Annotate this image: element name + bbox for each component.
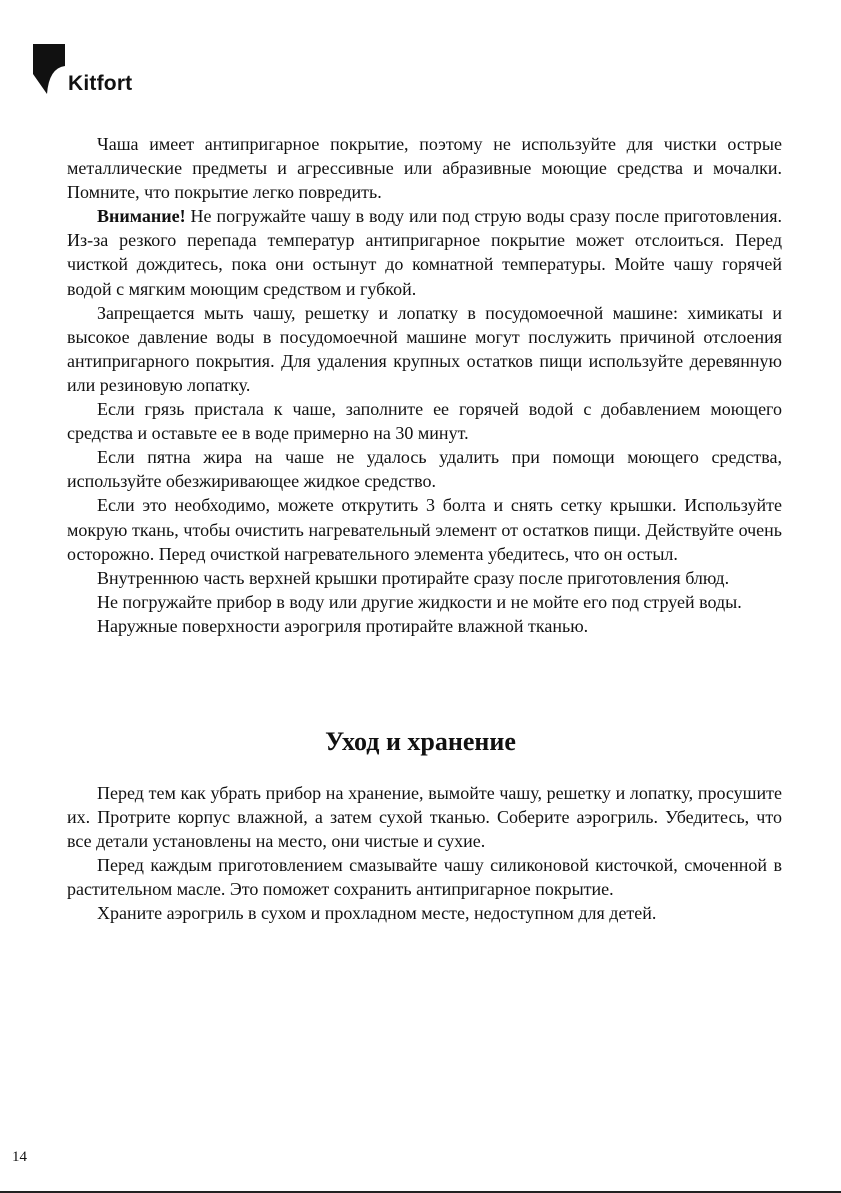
page-number: 14 [12, 1149, 27, 1165]
paragraph: Наружные поверхности аэрогриля протирайте влажной тканью. [97, 615, 589, 636]
care-storage-section [67, 781, 782, 926]
paragraph: Если это необходимо, можете открутить 3 болта и снять сетку крышки. Используйте мокрую ткань, чтобы очистить нагревательный элемент от остатков пищи. Действуйте очень осторожно. Перед очисткой нагревательного элемента убедитесь, что он остыл. [67, 495, 782, 564]
paragraph: Внимание! Не погружайте чашу в воду или под струю воды сразу после приготовления. Из-за резкого перепада температур антипригарное покрытие может отслоиться. Перед чисткой дождитесь, пока они остынут до комнатной температуры. Мойте чашу горячей водой с мягким моющим средством и губкой. [67, 206, 782, 299]
paragraph: Перед каждым приготовлением смазывайте чашу силиконовой кисточкой, смоченной в растительном масле. Это поможет сохранить антипригарное покрытие. [67, 855, 782, 900]
paragraph: Внутреннюю часть верхней крышки протирайте сразу после приготовления блюд. [97, 567, 730, 588]
brand-logo [33, 44, 132, 94]
section-heading: Уход и хранение [325, 727, 516, 756]
logo-text: Kitfort [68, 72, 133, 95]
paragraph: Если грязь пристала к чаше, заполните ее горячей водой с добавлением моющего средства и оставьте ее в воде примерно на 30 минут. [67, 399, 782, 444]
paragraph: Чаша имеет антипригарное покрытие, поэтому не используйте для чистки острые металлические предметы и агрессивные или абразивные моющие средства и мочалки. Помните, что покрытие легко повредить. [67, 134, 782, 203]
paragraph: Не погружайте прибор в воду или другие жидкости и не мойте его под струей воды. [97, 591, 742, 612]
kitfort-logo-icon [33, 44, 65, 94]
paragraph: Запрещается мыть чашу, решетку и лопатку в посудомоечной машине: химикаты и высокое давление воды в посудомоечной машине могут послужить причиной отслоения антипригарного покрытия. Для удаления крупных остатков пищи используйте деревянную или резиновую лопатку. [67, 302, 782, 395]
cleaning-section [67, 132, 782, 638]
paragraph: Храните аэрогриль в сухом и прохладном месте, недоступном для детей. [97, 903, 657, 924]
paragraph: Перед тем как убрать прибор на хранение, вымойте чашу, решетку и лопатку, просушите их. Протрите корпус влажной, а затем сухой тканью. Соберите аэрогриль. Убедитесь, что все детали установлены на место, они чистые и сухие. [67, 783, 782, 852]
paragraph: Если пятна жира на чаше не удалось удалить при помощи моющего средства, используйте обезжиривающее жидкое средство. [67, 447, 782, 492]
warning-label: Внимание! [97, 206, 186, 227]
